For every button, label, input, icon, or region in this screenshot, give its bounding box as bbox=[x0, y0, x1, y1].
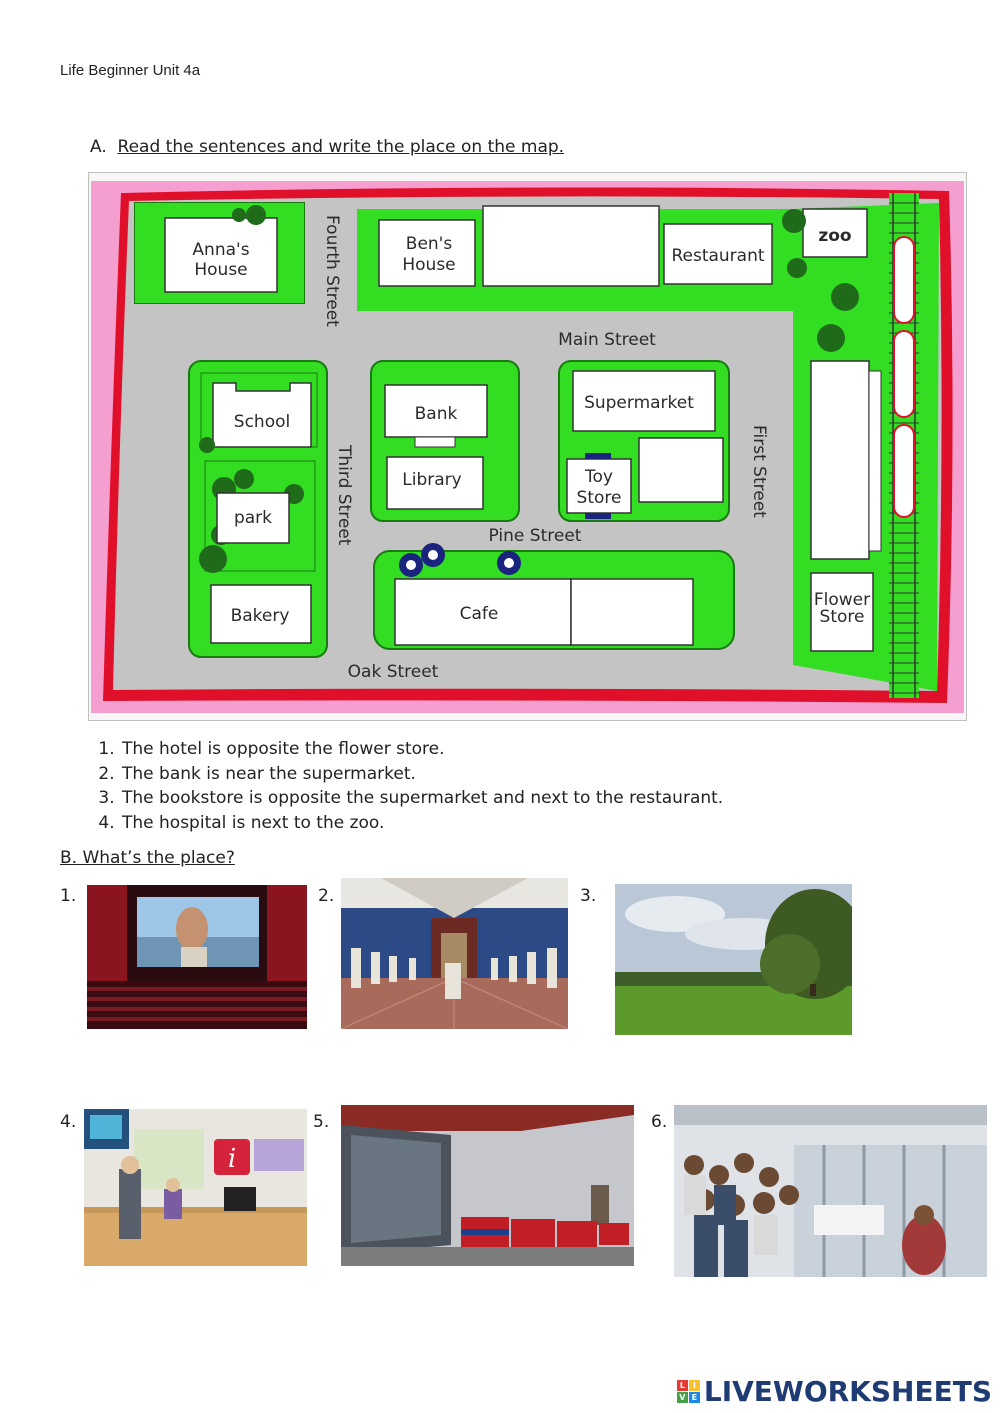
railway-track bbox=[889, 193, 919, 698]
label-bank: Bank bbox=[414, 404, 458, 424]
label-annas-house-2: House bbox=[194, 260, 248, 280]
section-a-heading bbox=[90, 137, 564, 157]
tree-icon bbox=[831, 283, 859, 311]
tree-icon bbox=[234, 469, 254, 489]
empty-lot-right bbox=[811, 361, 869, 559]
label-bens-house-1: Ben's bbox=[405, 234, 453, 254]
section-a-instruction: Read the sentences and write the place on the map. bbox=[117, 137, 565, 157]
umbrella-icon bbox=[421, 543, 445, 567]
label-flower-store-1: Flower bbox=[813, 590, 871, 610]
town-map bbox=[88, 172, 967, 721]
museum-photo bbox=[341, 878, 568, 1029]
label-third-street: Third Street bbox=[334, 445, 354, 546]
umbrella-icon bbox=[399, 553, 423, 577]
tree-icon bbox=[817, 324, 845, 352]
liveworksheets-logo-icon bbox=[677, 1380, 700, 1403]
label-library: Library bbox=[402, 470, 462, 490]
logo-square: L bbox=[677, 1380, 688, 1391]
label-pine-street: Pine Street bbox=[488, 526, 582, 546]
svg-text:i: i bbox=[227, 1144, 237, 1174]
tree-icon bbox=[199, 437, 215, 453]
section-b-heading: B. What’s the place? bbox=[60, 848, 235, 868]
label-annas-house-1: Anna's bbox=[192, 240, 250, 260]
empty-lot-top bbox=[483, 206, 659, 286]
label-toy-store-1: Toy bbox=[585, 467, 613, 487]
sentence-list bbox=[90, 737, 723, 835]
logo-square: I bbox=[689, 1380, 700, 1391]
bank-photo bbox=[674, 1105, 987, 1277]
logo-square: E bbox=[689, 1392, 700, 1403]
bank-step bbox=[415, 437, 455, 447]
label-fourth-street: Fourth Street bbox=[322, 215, 342, 327]
sentence-item: 1. The hotel is opposite the flower store. bbox=[120, 737, 723, 762]
label-zoo: zoo bbox=[818, 226, 852, 246]
liveworksheets-name: LIVEWORKSHEETS bbox=[703, 1375, 992, 1408]
label-first-street: First Street bbox=[749, 425, 769, 518]
label-park: park bbox=[233, 508, 273, 528]
photo-number: 3. bbox=[580, 886, 597, 906]
header-title: Life Beginner Unit 4a bbox=[60, 62, 201, 79]
tree-icon bbox=[787, 258, 807, 278]
tree-icon bbox=[232, 208, 246, 222]
label-cafe: Cafe bbox=[459, 604, 499, 624]
photo-number: 5. bbox=[313, 1112, 330, 1132]
label-supermarket: Supermarket bbox=[584, 393, 694, 413]
section-a-letter: A. bbox=[90, 137, 107, 157]
cinema-photo bbox=[87, 885, 307, 1029]
liveworksheets-logo bbox=[677, 1375, 992, 1408]
tree-icon bbox=[199, 545, 227, 573]
photo-number: 4. bbox=[60, 1112, 77, 1132]
label-flower-store-2: Store bbox=[819, 607, 865, 627]
sentence-item: 2. The bank is near the supermarket. bbox=[120, 762, 723, 787]
umbrella-icon bbox=[497, 551, 521, 575]
photo-number: 6. bbox=[651, 1112, 668, 1132]
label-oak-street: Oak Street bbox=[347, 662, 439, 682]
photo-number: 1. bbox=[60, 886, 77, 906]
tourist-information-photo bbox=[84, 1109, 307, 1266]
label-bakery: Bakery bbox=[230, 606, 290, 626]
sentence-item: 3. The bookstore is opposite the supermarket and next to the restaurant. bbox=[120, 786, 723, 811]
empty-lot-supermarket bbox=[639, 438, 723, 502]
logo-square: V bbox=[677, 1392, 688, 1403]
label-school: School bbox=[233, 412, 291, 432]
toy-store-awning bbox=[585, 453, 611, 459]
label-main-street: Main Street bbox=[558, 330, 656, 350]
tree-icon bbox=[246, 205, 266, 225]
tree-icon bbox=[782, 209, 806, 233]
town-map-drawing bbox=[89, 173, 966, 720]
label-restaurant: Restaurant bbox=[671, 246, 765, 266]
label-bens-house-2: House bbox=[402, 255, 456, 275]
bus-station-photo bbox=[341, 1105, 634, 1266]
empty-lot-right-side bbox=[869, 371, 881, 551]
label-toy-store-2: Store bbox=[576, 488, 622, 508]
photo-number: 2. bbox=[318, 886, 335, 906]
toy-store-awning bbox=[585, 513, 611, 519]
empty-lot-cafe bbox=[571, 579, 693, 645]
park-photo bbox=[615, 884, 852, 1035]
sentence-item: 4. The hospital is next to the zoo. bbox=[120, 811, 723, 836]
